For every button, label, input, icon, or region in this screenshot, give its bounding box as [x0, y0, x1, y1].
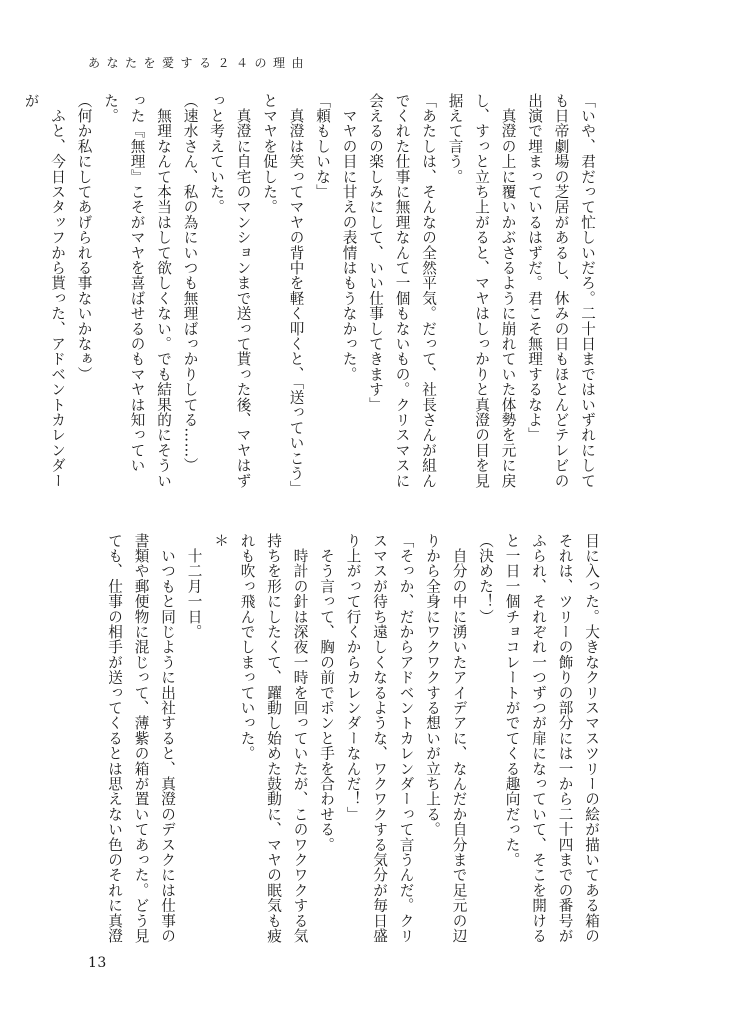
text-block-lower	[85, 533, 604, 946]
paragraph: ふと、今日スタッフから貰った、アドベントカレンダーが	[22, 93, 66, 489]
paragraph: 無理なんて本当はして欲しくない。でも結果的にそういった『無理』こそがマヤを喜ばせるのもマヤは知っていた。	[102, 93, 172, 489]
paragraph: 自分の中に湧いたアイデアに、なんだか自分まで足元の辺りから全身にワクワクする想いが立ち上る。	[424, 533, 468, 944]
paragraph: （速水さん、私の為にいつも無理ばっかりしてる……）	[181, 93, 199, 473]
paragraph: 十二月一日。	[185, 533, 203, 640]
paragraph: 「あたしは、そんなの全然平気。だって、社長さんが組んでくれた仕事に無理なんて一個もないもの。クリスマスに会えるの楽しみにして、いい仕事してきます」	[367, 93, 437, 489]
paragraph: いつもと同じように出社すると、真澄のデスクには仕事の書類や郵便物に混じって、薄紫の箱が置いてあった。どう見ても、仕事の相手が送ってくるとは思えない色のそれに真澄	[106, 533, 176, 944]
running-title: あなたを愛する２４の理由	[88, 56, 311, 70]
scene-break-asterisk: ＊	[212, 533, 229, 549]
paragraph: 「頼もしいな」	[314, 93, 331, 200]
paragraph: 「いや、君だって忙しいだろ。二十日まではいずれにしても日帝劇場の芝居があるし、休みの日もほとんどテレビの出演で埋まっているはずだ。君こそ無理するなよ」	[526, 93, 596, 489]
paragraph: 「そっか、だからアドベントカレンダーって言うんだ。クリスマスが待ち遠しくなるような、ワクワクする気分が毎日盛り上がって行くからカレンダーなんだ！」	[344, 533, 415, 944]
paragraph: マヤの目に甘えの表情はもうなかった。	[340, 93, 358, 382]
paragraph: そう言って、胸の前でポンと手を合わせる。	[318, 533, 335, 853]
paragraph: 目に入った。大きなクリスマスツリーの絵が描いてある箱のそれは、ツリーの飾りの部分には一から二十四までの番号がふられ、それぞれ一つずつが扉になっていて、そこを開けると一日一個チョコレートがでてくる趣向だった。	[503, 533, 600, 944]
page-number: 13	[88, 955, 107, 971]
paragraph: 真澄は笑ってマヤの背中を軽く叩くと、「送っていこう」とマヤを促した。	[261, 93, 305, 497]
paragraph: （決めた！）	[477, 533, 494, 625]
text-block-upper	[22, 93, 600, 502]
paragraph: 真澄に自宅のマンションまで送って貰った後、マヤはずっと考えていた。	[208, 93, 252, 489]
paragraph: 時計の針は深夜一時を回っていたが、このワクワクする気持ちを形にしたくて、躍動し始めた鼓動に、マヤの眠気も疲れも吹っ飛んでしまっていった。	[238, 533, 309, 944]
paragraph: 真澄の上に覆いかぶさるように崩れていた体勢を元に戻し、すっと立ち上がると、マヤはしっかりと真澄の目を見据えて言う。	[446, 93, 517, 489]
paragraph: （何か私にしてあげられる事ないかなぁ）	[75, 93, 93, 382]
